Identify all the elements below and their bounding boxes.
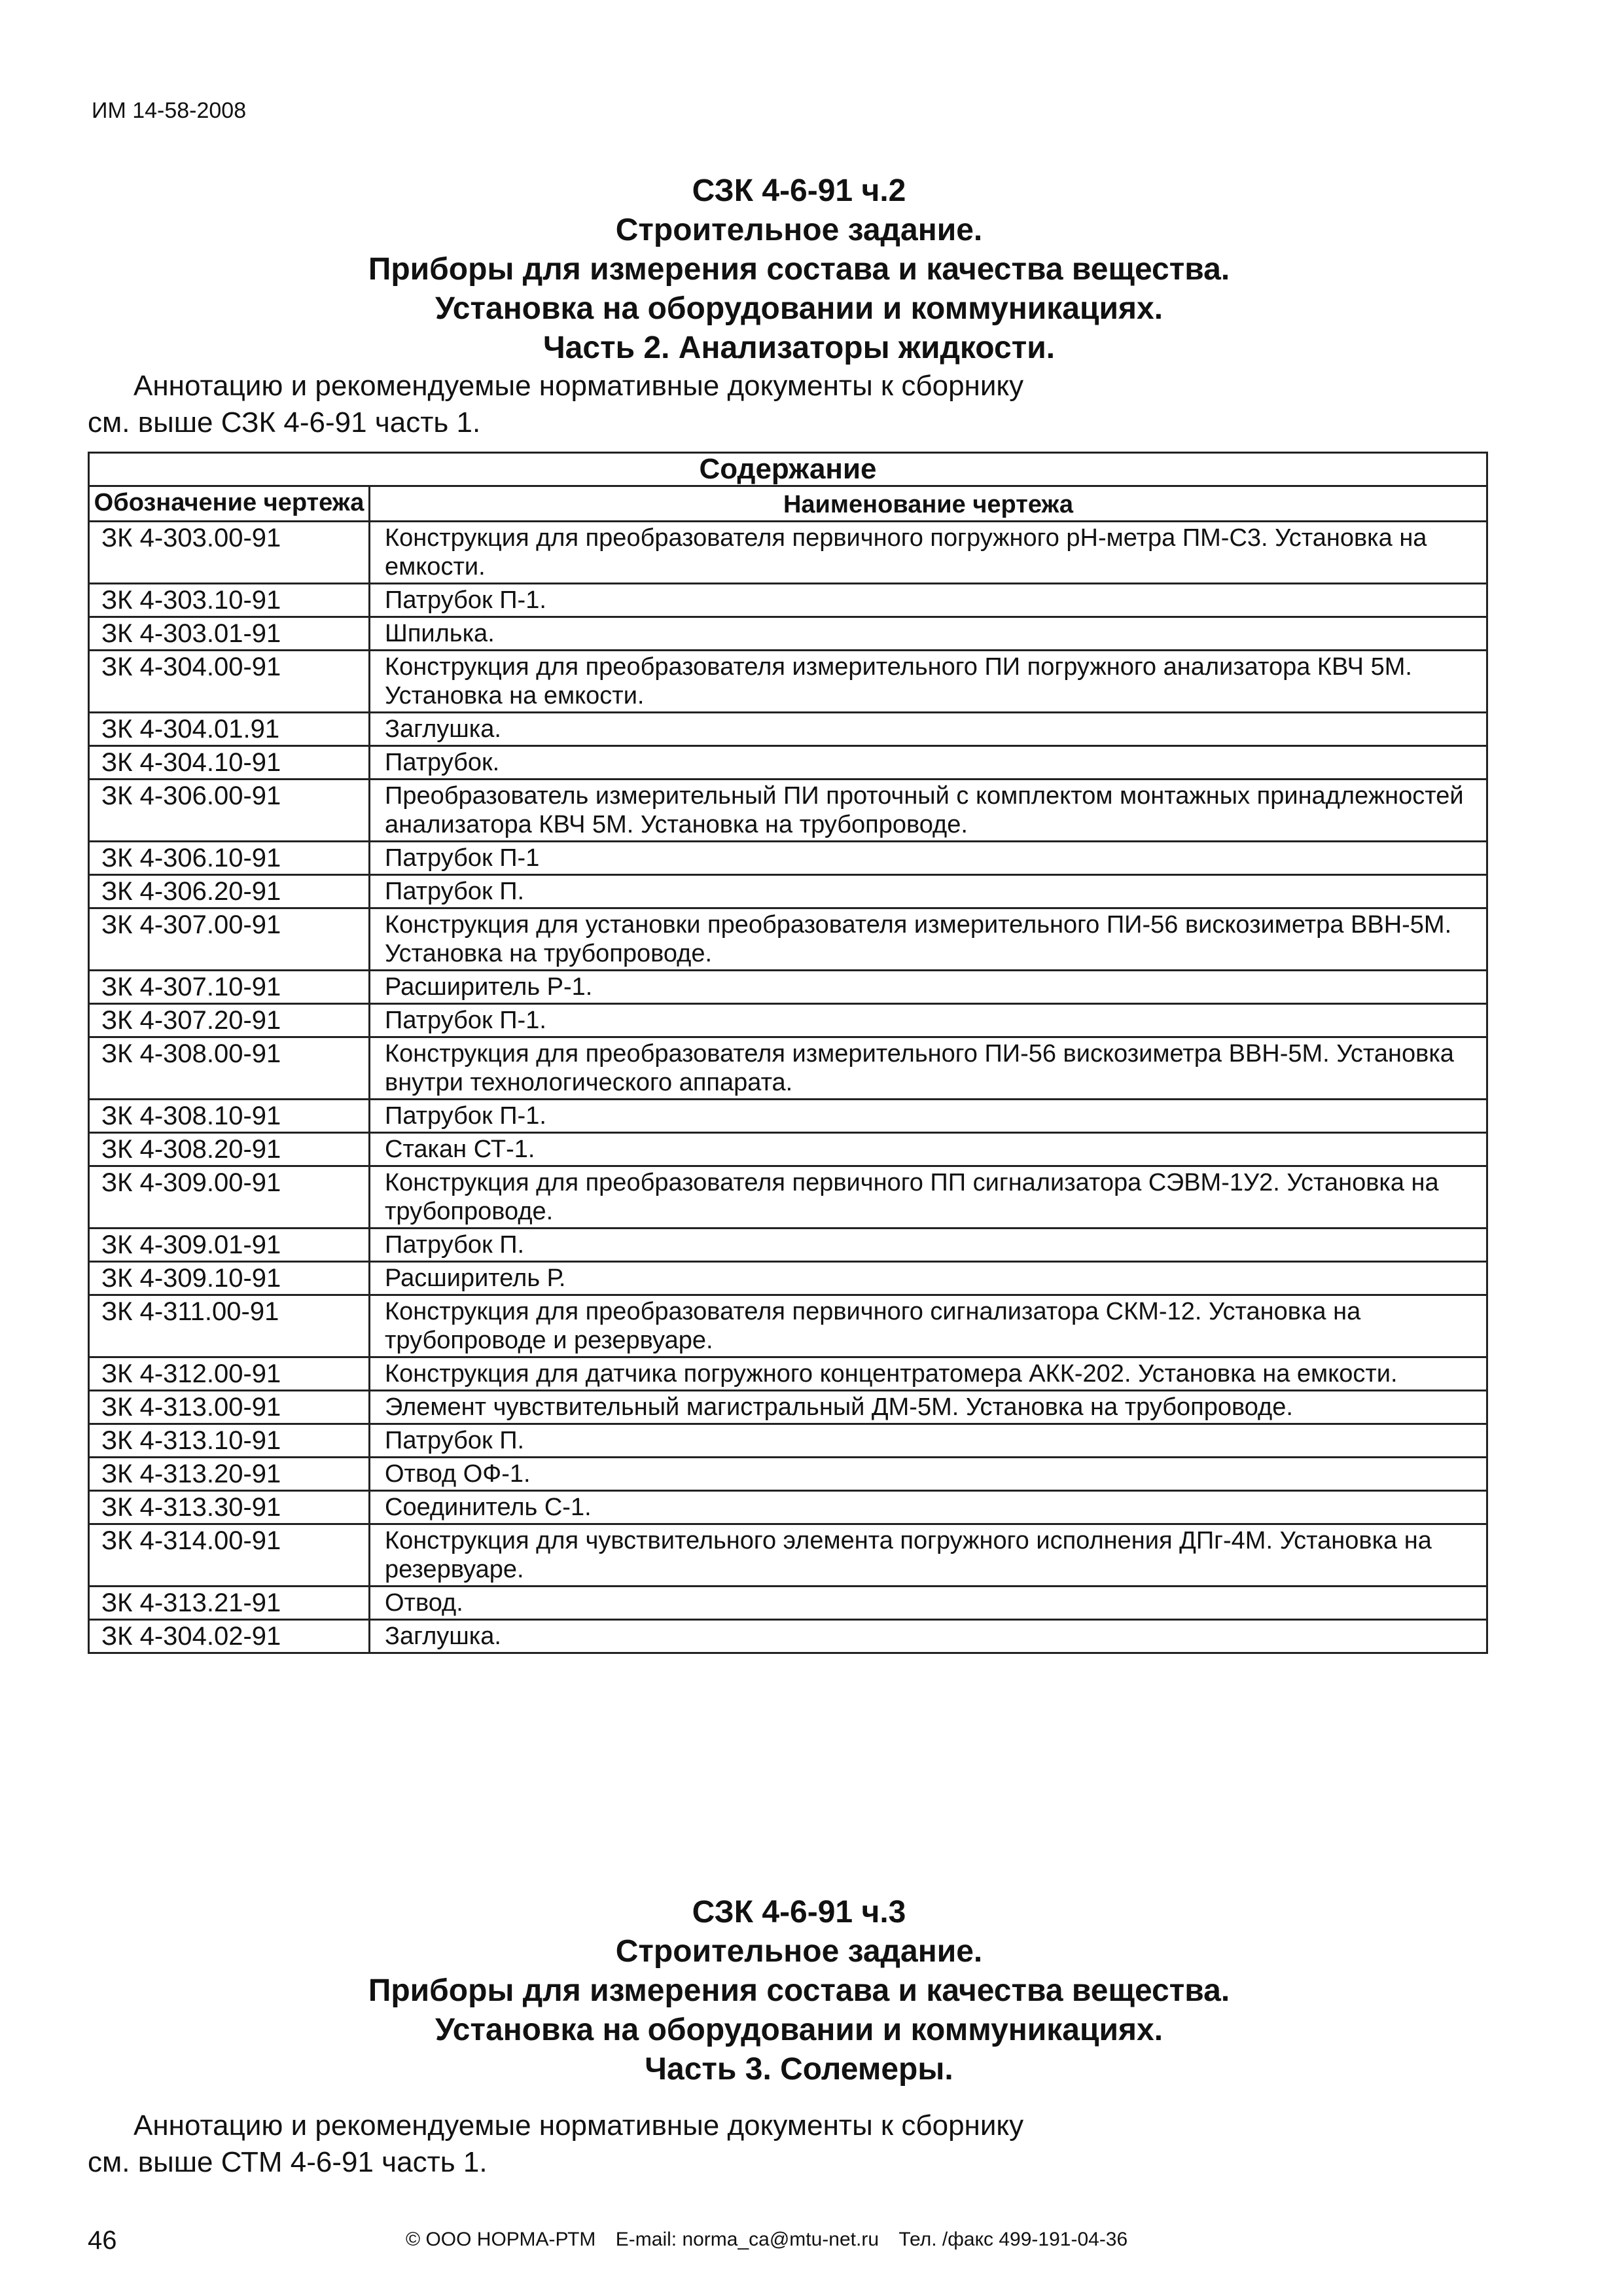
drawing-code: ЗК 4-314.00-91 [89,1524,370,1587]
title-line: Приборы для измерения состава и качества вещества. [368,1973,1230,2008]
drawing-code: ЗК 4-311.00-91 [89,1295,370,1357]
table-row [89,1037,1487,1100]
drawing-name: Конструкция для преобразователя первичного ПП сигнализатора СЭВМ-1У2. Установка на трубопроводе. [370,1166,1487,1229]
drawing-name: Заглушка. [370,713,1487,746]
drawing-name: Конструкция для преобразователя измерительного ПИ погружного анализатора КВЧ 5М. Установка на емкости. [370,651,1487,713]
title-line: Строительное задание. [615,1934,983,1969]
table-row [89,842,1487,875]
section-2-title [0,171,1598,368]
table-row [89,1262,1487,1295]
column-header-name: Наименование чертежа [370,486,1487,522]
title-line: Часть 3. Солемеры. [645,2052,953,2087]
drawing-code: ЗК 4-303.10-91 [89,584,370,617]
drawing-code: ЗК 4-304.02-91 [89,1620,370,1653]
table-row [89,651,1487,713]
drawing-code: ЗК 4-308.00-91 [89,1037,370,1100]
drawing-name: Стакан СТ-1. [370,1133,1487,1166]
table-row [89,522,1487,584]
drawing-code: ЗК 4-308.20-91 [89,1133,370,1166]
table-row [89,1458,1487,1491]
document-code: ИМ 14-58-2008 [92,98,247,123]
drawing-code: ЗК 4-303.01-91 [89,617,370,651]
drawing-code: ЗК 4-313.10-91 [89,1424,370,1458]
drawing-name: Элемент чувствительный магистральный ДМ-5М. Установка на трубопроводе. [370,1391,1487,1424]
drawing-name: Патрубок. [370,746,1487,780]
drawing-name: Конструкция для датчика погружного концентратомера АКК-202. Установка на емкости. [370,1357,1487,1391]
table-row [89,971,1487,1004]
section-3-annotation [88,2108,1598,2181]
drawing-name: Патрубок П-1. [370,1100,1487,1133]
table-row [89,1229,1487,1262]
drawing-code: ЗК 4-306.00-91 [89,780,370,842]
drawing-name: Патрубок П. [370,1229,1487,1262]
title-line: СЗК 4-6-91 ч.2 [692,173,906,208]
title-line: Приборы для измерения состава и качества вещества. [368,252,1230,287]
drawing-code: ЗК 4-309.10-91 [89,1262,370,1295]
drawing-code: ЗК 4-307.10-91 [89,971,370,1004]
table-row [89,1295,1487,1357]
table-row [89,908,1487,971]
section-3-title [0,1893,1598,2089]
drawing-name: Расширитель Р-1. [370,971,1487,1004]
drawing-name: Патрубок П-1 [370,842,1487,875]
table-row [89,1491,1487,1524]
page-number: 46 [88,2226,117,2255]
drawing-name: Конструкция для преобразователя измерительного ПИ-56 вискозиметра ВВН-5М. Установка внутри технологического аппарата. [370,1037,1487,1100]
drawing-name: Патрубок П. [370,1424,1487,1458]
contents-table-body [89,522,1487,1653]
drawing-code: ЗК 4-308.10-91 [89,1100,370,1133]
table-row [89,584,1487,617]
drawing-name: Патрубок П-1. [370,1004,1487,1037]
drawing-code: ЗК 4-307.20-91 [89,1004,370,1037]
contents-caption: Содержание [89,453,1487,486]
copyright-text: © ООО НОРМА-РТМ [406,2229,596,2250]
drawing-code: ЗК 4-304.10-91 [89,746,370,780]
table-row [89,1587,1487,1620]
drawing-code: ЗК 4-306.10-91 [89,842,370,875]
title-line: Строительное задание. [615,213,983,247]
table-row [89,780,1487,842]
drawing-name: Отвод ОФ-1. [370,1458,1487,1491]
table-row [89,1524,1487,1587]
email-link[interactable]: E-mail: norma_ca@mtu-net.ru [615,2229,879,2250]
section-2-annotation [88,368,1598,441]
drawing-name: Расширитель Р. [370,1262,1487,1295]
title-line: Часть 2. Анализаторы жидкости. [542,331,1056,365]
drawing-name: Конструкция для установки преобразователя измерительного ПИ-56 вискозиметра ВВН-5М. Установка на трубопроводе. [370,908,1487,971]
drawing-name: Шпилька. [370,617,1487,651]
drawing-name: Конструкция для преобразователя первичного погружного рН-метра ПМ-С3. Установка на емкости. [370,522,1487,584]
contents-table [88,452,1488,1654]
annotation-line: Аннотацию и рекомендуемые нормативные документы к сборнику [133,2109,1024,2142]
table-row [89,713,1487,746]
title-line: СЗК 4-6-91 ч.3 [692,1895,906,1929]
table-row [89,1004,1487,1037]
table-row [89,1391,1487,1424]
drawing-code: ЗК 4-309.01-91 [89,1229,370,1262]
title-line: Установка на оборудовании и коммуникациях. [435,291,1163,326]
drawing-code: ЗК 4-312.00-91 [89,1357,370,1391]
table-row [89,875,1487,908]
section-part-2 [0,171,1598,441]
drawing-code: ЗК 4-304.01.91 [89,713,370,746]
section-part-3 [0,1893,1598,2181]
table-row [89,1100,1487,1133]
table-row [89,1133,1487,1166]
title-line: Установка на оборудовании и коммуникациях. [435,2013,1163,2047]
table-row [89,617,1487,651]
drawing-name: Преобразователь измерительный ПИ проточный с комплектом монтажных принадлежностей анализатора КВЧ 5М. Установка на трубопроводе. [370,780,1487,842]
drawing-name: Патрубок П. [370,875,1487,908]
drawing-code: ЗК 4-313.21-91 [89,1587,370,1620]
drawing-code: ЗК 4-307.00-91 [89,908,370,971]
drawing-code: ЗК 4-304.00-91 [89,651,370,713]
table-row [89,1620,1487,1653]
drawing-code: ЗК 4-313.30-91 [89,1491,370,1524]
table-row [89,1424,1487,1458]
drawing-code: ЗК 4-313.20-91 [89,1458,370,1491]
drawing-name: Патрубок П-1. [370,584,1487,617]
drawing-name: Конструкция для преобразователя первичного сигнализатора СКМ-12. Установка на трубопроводе и резервуаре. [370,1295,1487,1357]
phone-text: Тел. /факс 499-191-04-36 [898,2229,1128,2250]
annotation-line: Аннотацию и рекомендуемые нормативные документы к сборнику [133,370,1024,402]
drawing-code: ЗК 4-303.00-91 [89,522,370,584]
drawing-code: ЗК 4-309.00-91 [89,1166,370,1229]
drawing-code: ЗК 4-306.20-91 [89,875,370,908]
annotation-line: см. выше СЗК 4-6-91 часть 1. [88,406,481,439]
drawing-name: Отвод. [370,1587,1487,1620]
drawing-name: Конструкция для чувствительного элемента погружного исполнения ДПг-4М. Установка на резервуаре. [370,1524,1487,1587]
column-header-code: Обозначение чертежа [89,486,370,522]
table-row [89,1357,1487,1391]
table-row [89,746,1487,780]
footer-contacts [406,2229,1142,2251]
drawing-name: Соединитель С-1. [370,1491,1487,1524]
drawing-code: ЗК 4-313.00-91 [89,1391,370,1424]
drawing-name: Заглушка. [370,1620,1487,1653]
annotation-line: см. выше СТМ 4-6-91 часть 1. [88,2146,488,2178]
table-row [89,1166,1487,1229]
